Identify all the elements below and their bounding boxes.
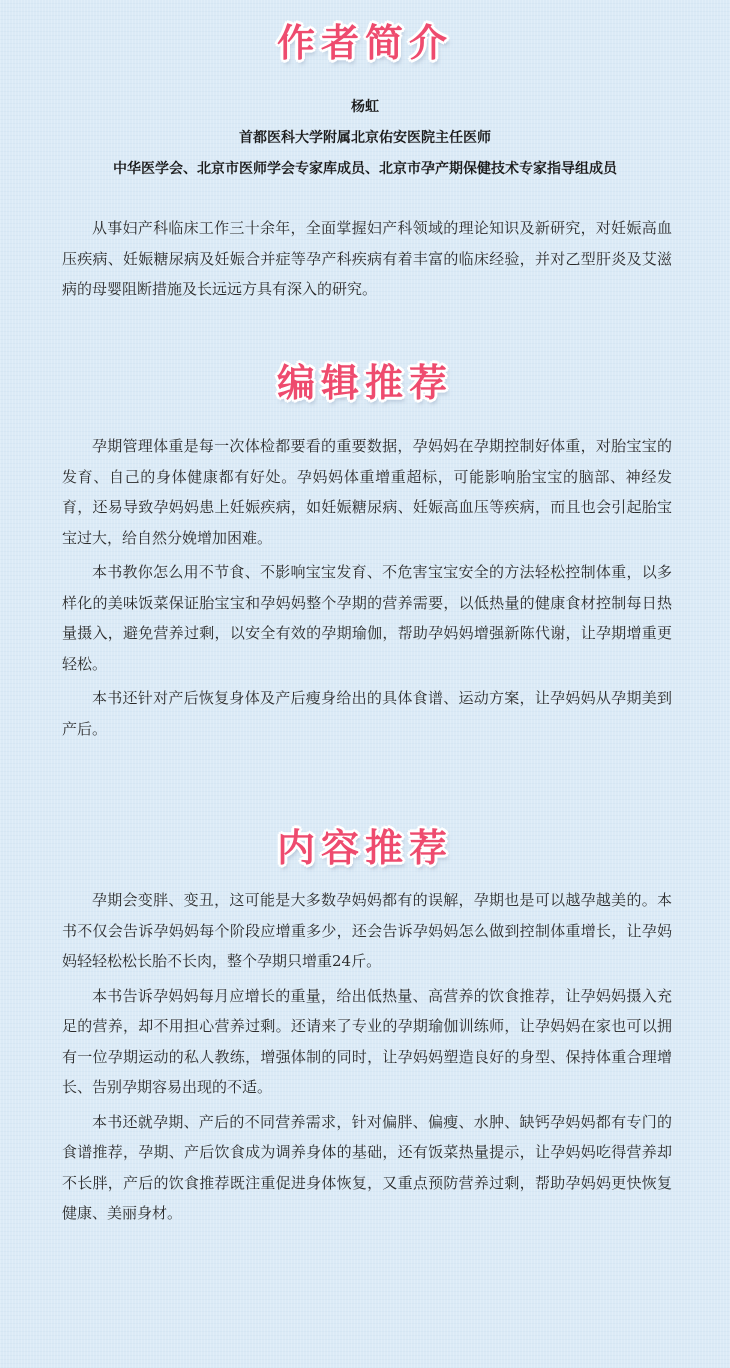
content-paragraph: 本书告诉孕妈妈每月应增长的重量，给出低热量、高营养的饮食推荐，让孕妈妈摄入充足的营养，却不用担心营养过剩。还请来了专业的孕期瑜伽训练师，让孕妈妈在家也可以拥有一位孕期运动的私人教练，增强体制的同时，让孕妈妈塑造良好的身型、保持体重合理增长、告别孕期容易出现的不适。 xyxy=(62,986,672,1096)
editor-paragraph: 本书教你怎么用不节食、不影响宝宝发育、不危害宝宝安全的方法轻松控制体重，以多样化的美味饭菜保证胎宝宝和孕妈妈整个孕期的营养需要，以低热量的健康食材控制每日热量摄入，避免营养过剩，以安全有效的孕期瑜伽，帮助孕妈妈增强新陈代谢，让孕期增重更轻松。 xyxy=(62,563,672,673)
editor-recommendation xyxy=(62,431,672,748)
author-bio xyxy=(62,213,672,309)
editor-paragraph: 孕期管理体重是每一次体检都要看的重要数据，孕妈妈在孕期控制好体重，对胎宝宝的发育、自己的身体健康都有好处。孕妈妈体重增重超标，可能影响胎宝宝的脑部、神经发育，还易导致孕妈妈患上妊娠疾病，如妊娠糖尿病、妊娠高血压等疾病，而且也会引起胎宝宝过大，给自然分娩增加困难。 xyxy=(62,437,672,547)
author-info xyxy=(0,92,730,185)
content-paragraph: 孕期会变胖、变丑，这可能是大多数孕妈妈都有的误解，孕期也是可以越孕越美的。本书不仅会告诉孕妈妈每个阶段应增重多少，还会告诉孕妈妈怎么做到控制体重增长，让孕妈妈轻轻松松长胎不长肉，整个孕期只增重24斤。 xyxy=(62,891,672,970)
content-paragraph: 本书还就孕期、产后的不同营养需求，针对偏胖、偏瘦、水肿、缺钙孕妈妈都有专门的食谱推荐，孕期、产后饮食成为调养身体的基础，还有饭菜热量提示，让孕妈妈吃得营养却不长胖，产后的饮食推荐既注重促进身体恢复，又重点预防营养过剩，帮助孕妈妈更快恢复健康、美丽身材。 xyxy=(62,1112,672,1222)
author-name: 杨虹 xyxy=(351,99,379,115)
author-bio-paragraph: 从事妇产科临床工作三十余年，全面掌握妇产科领域的理论知识及新研究，对妊娠高血压疾病、妊娠糖尿病及妊娠合并症等孕产科疾病有着丰富的临床经验，并对乙型肝炎及艾滋病的母婴阻断措施及长远远方具有深入的研究。 xyxy=(62,219,672,298)
editor-section-title: 编辑推荐 xyxy=(276,361,453,405)
author-section-title: 作者简介 xyxy=(276,21,453,65)
content-recommendation xyxy=(62,885,672,1233)
author-memberships: 中华医学会、北京市医师学会专家库成员、北京市孕产期保健技术专家指导组成员 xyxy=(113,161,617,177)
editor-paragraph: 本书还针对产后恢复身体及产后瘦身给出的具体食谱、运动方案，让孕妈妈从孕期美到产后。 xyxy=(62,689,672,738)
author-position: 首都医科大学附属北京佑安医院主任医师 xyxy=(239,130,491,146)
content-section-title: 内容推荐 xyxy=(276,826,453,870)
